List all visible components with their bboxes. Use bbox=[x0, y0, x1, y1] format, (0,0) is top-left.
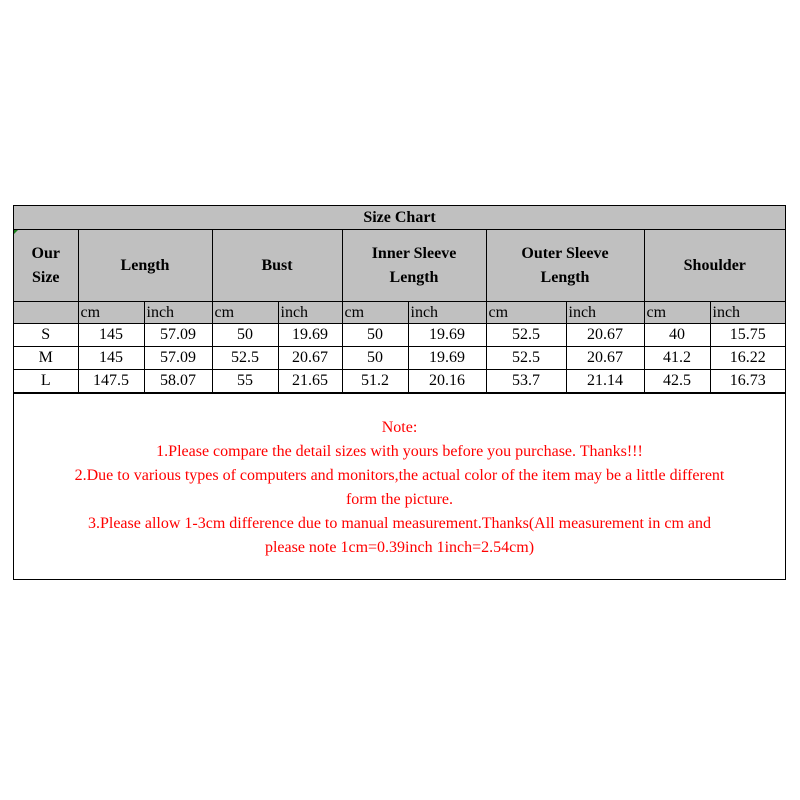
notes-section bbox=[14, 393, 785, 579]
unit-label: inch bbox=[278, 302, 342, 324]
note-line: please note 1cm=0.39inch 1inch=2.54cm) bbox=[264, 539, 535, 556]
table-cell: 16.73 bbox=[710, 370, 785, 393]
table-cell: 16.22 bbox=[710, 347, 785, 370]
table-cell: 19.69 bbox=[408, 324, 486, 347]
table-cell: 147.5 bbox=[78, 370, 144, 393]
table-cell: 20.67 bbox=[566, 324, 644, 347]
unit-label: inch bbox=[566, 302, 644, 324]
table-cell: 40 bbox=[644, 324, 710, 347]
table-cell: 145 bbox=[78, 324, 144, 347]
table-cell: 42.5 bbox=[644, 370, 710, 393]
table-cell: 20.67 bbox=[278, 347, 342, 370]
table-cell: 50 bbox=[212, 324, 278, 347]
header-our-size: Our Size bbox=[14, 230, 78, 302]
size-label: S bbox=[14, 324, 78, 347]
table-cell: 55 bbox=[212, 370, 278, 393]
size-label: L bbox=[14, 370, 78, 393]
unit-spacer bbox=[14, 302, 78, 324]
table-cell: 57.09 bbox=[144, 347, 212, 370]
table-cell: 21.65 bbox=[278, 370, 342, 393]
table-cell: 19.69 bbox=[408, 347, 486, 370]
note-line: 3.Please allow 1-3cm difference due to manual measurement.Thanks(All measurement in cm and bbox=[87, 515, 712, 532]
header-length: Length bbox=[78, 230, 212, 302]
table-cell: 53.7 bbox=[486, 370, 566, 393]
table-cell: 58.07 bbox=[144, 370, 212, 393]
table-cell: 52.5 bbox=[486, 347, 566, 370]
unit-label: inch bbox=[408, 302, 486, 324]
header-inner-sleeve-length: Inner Sleeve Length bbox=[342, 230, 486, 302]
note-line: 1.Please compare the detail sizes with yours before you purchase. Thanks!!! bbox=[156, 443, 643, 460]
table-cell: 21.14 bbox=[566, 370, 644, 393]
table-cell: 57.09 bbox=[144, 324, 212, 347]
table-cell: 41.2 bbox=[644, 347, 710, 370]
table-row bbox=[14, 370, 785, 393]
table-row bbox=[14, 324, 785, 347]
unit-label: cm bbox=[212, 302, 278, 324]
unit-label: inch bbox=[144, 302, 212, 324]
size-table bbox=[14, 206, 785, 393]
table-cell: 19.69 bbox=[278, 324, 342, 347]
note-line: 2.Due to various types of computers and monitors,the actual color of the item may be a little different bbox=[74, 467, 725, 484]
size-chart bbox=[13, 205, 786, 580]
table-row bbox=[14, 347, 785, 370]
size-label: M bbox=[14, 347, 78, 370]
header-bust: Bust bbox=[212, 230, 342, 302]
unit-label: inch bbox=[710, 302, 785, 324]
table-cell: 20.67 bbox=[566, 347, 644, 370]
table-cell: 51.2 bbox=[342, 370, 408, 393]
table-title: Size Chart bbox=[14, 206, 785, 230]
table-cell: 52.5 bbox=[486, 324, 566, 347]
unit-label: cm bbox=[342, 302, 408, 324]
table-cell: 145 bbox=[78, 347, 144, 370]
unit-label: cm bbox=[644, 302, 710, 324]
table-cell: 50 bbox=[342, 324, 408, 347]
note-heading: Note: bbox=[381, 419, 418, 436]
note-line: form the picture. bbox=[345, 491, 454, 508]
table-cell: 52.5 bbox=[212, 347, 278, 370]
header-shoulder: Shoulder bbox=[644, 230, 785, 302]
header-outer-sleeve-length: Outer Sleeve Length bbox=[486, 230, 644, 302]
unit-label: cm bbox=[486, 302, 566, 324]
table-cell: 20.16 bbox=[408, 370, 486, 393]
unit-row bbox=[14, 302, 785, 324]
table-cell: 50 bbox=[342, 347, 408, 370]
unit-label: cm bbox=[78, 302, 144, 324]
table-cell: 15.75 bbox=[710, 324, 785, 347]
